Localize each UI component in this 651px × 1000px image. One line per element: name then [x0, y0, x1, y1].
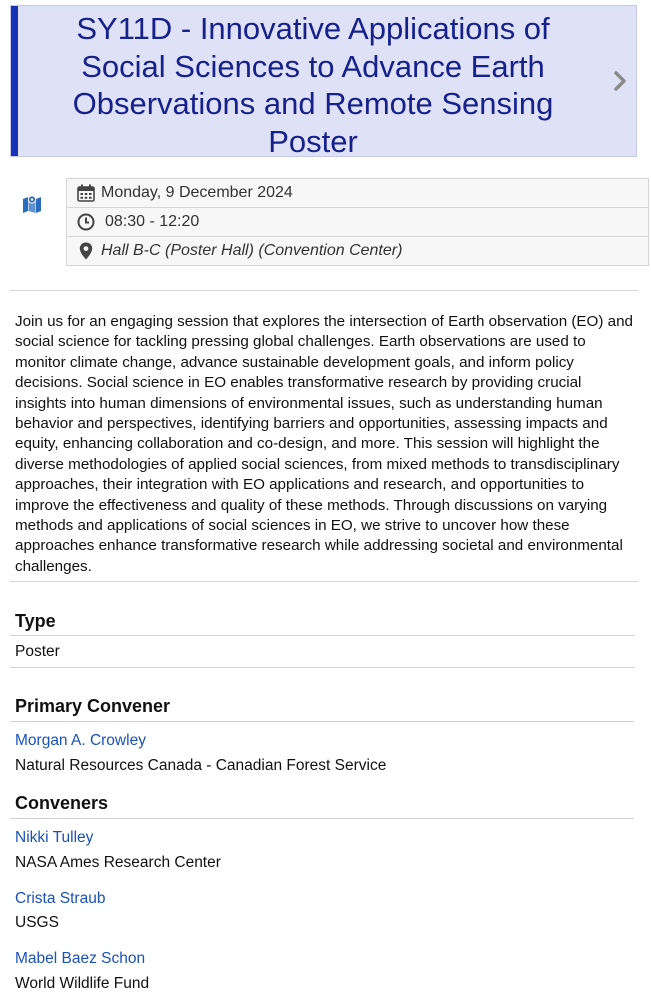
date-row — [66, 178, 649, 208]
convener-name-link[interactable]: Crista Straub — [15, 890, 106, 907]
primary-convener-name-link[interactable]: Morgan A. Crowley — [15, 732, 146, 749]
primary-convener-heading: Primary Convener — [15, 696, 171, 716]
location-pin-icon — [75, 241, 97, 261]
convener-name-link[interactable]: Nikki Tulley — [15, 829, 94, 846]
location-row — [66, 236, 649, 266]
session-date: Monday, 9 December 2024 — [101, 184, 293, 201]
clock-icon — [75, 212, 97, 232]
heading-underline — [10, 721, 634, 722]
time-row — [66, 207, 649, 237]
title-accent-bar — [11, 6, 18, 156]
convener-affiliation: USGS — [15, 914, 59, 931]
divider — [10, 290, 638, 291]
session-details — [66, 178, 649, 266]
session-description: Join us for an engaging session that explores the intersection of Earth observation (EO) and social science for tackling pressing global challenges. Earth observations are used to monitor climate change, advance sustainable development goals, and inform policy decisions. Social science in EO enables transformative research by providing crucial insights into human dimensions of environmental issues, such as understanding human behavior and perspectives, identifying barriers and opportunities, assessing impacts and equity, enhancing collaboration and co-design, and more. This session will highlight the diverse methodologies of applied social sciences, from mixed methods to transdisciplinary approaches, their integration with EO applications and research, and opportunities to improve the effectiveness and quality of these methods. Through discussions on varying methods and applications of social sciences in EO, we strive to uncover how these approaches enhance transformative research while addressing societal and environmental challenges. — [15, 313, 633, 575]
convener-name-link[interactable]: Mabel Baez Schon — [15, 950, 146, 967]
convener-affiliation: NASA Ames Research Center — [15, 854, 221, 871]
session-title: SY11D - Innovative Applications of Social Sciences to Advance Earth Observations and Remote Sensing Poster — [72, 11, 554, 159]
heading-underline — [10, 818, 634, 819]
map-marker-icon[interactable] — [22, 193, 42, 213]
convener-affiliation: World Wildlife Fund — [15, 975, 150, 992]
session-location: Hall B-C (Poster Hall) (Convention Center) — [101, 242, 403, 259]
primary-convener-affiliation: Natural Resources Canada - Canadian Forest Service — [15, 757, 387, 774]
section-divider — [10, 667, 634, 668]
session-title-box — [10, 5, 637, 157]
chevron-right-icon[interactable] — [610, 64, 632, 98]
type-value: Poster — [15, 643, 60, 660]
conveners-heading: Conveners — [15, 793, 109, 813]
type-heading: Type — [15, 611, 56, 631]
calendar-icon — [75, 183, 97, 203]
session-time: 08:30 - 12:20 — [105, 213, 200, 230]
divider — [10, 581, 638, 582]
heading-underline — [10, 635, 634, 636]
